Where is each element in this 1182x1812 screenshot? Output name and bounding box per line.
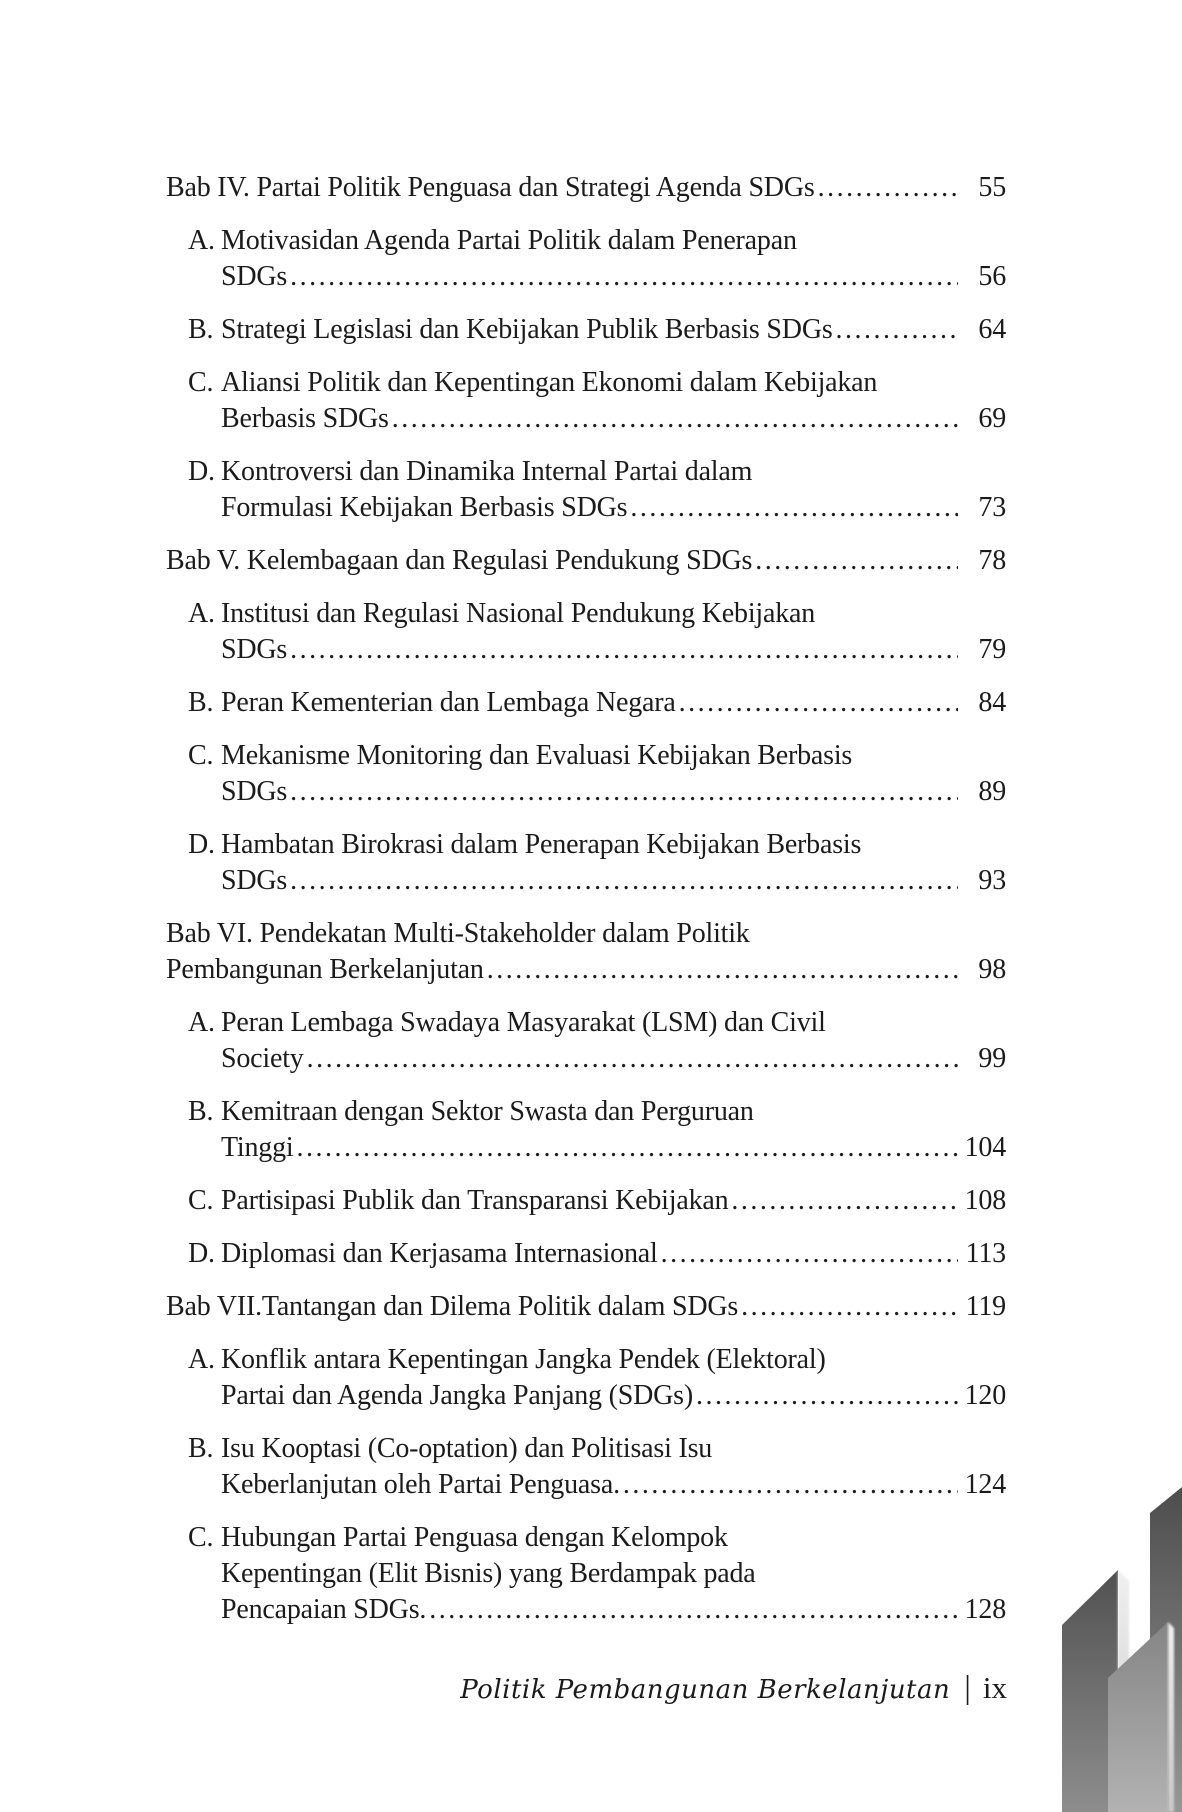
toc-page-number: 64 <box>978 314 1006 345</box>
toc-entry-line <box>166 543 1006 579</box>
toc-entry-line <box>221 685 1006 721</box>
toc-entry-line: Isu Kooptasi (Co-optation) dan Politisasi Isu <box>221 1433 713 1464</box>
toc-entry-line: Kontroversi dan Dinamika Internal Partai dalam <box>221 456 753 487</box>
toc-entry <box>166 312 1006 348</box>
dot-leader <box>741 1289 958 1325</box>
toc-entry-letter: A. <box>188 225 215 256</box>
toc-entry <box>166 685 1006 721</box>
toc-page-number: 128 <box>964 1594 1006 1625</box>
dot-leader <box>630 490 958 526</box>
dot-leader <box>290 863 958 899</box>
toc-entry-letter: C. <box>188 1522 214 1553</box>
dot-leader <box>290 632 958 668</box>
dot-leader <box>818 170 958 206</box>
toc-entry-line <box>221 1592 1006 1628</box>
toc-entry-text: Bab IV. Partai Politik Penguasa dan Strategi Agenda SDGs <box>166 172 815 203</box>
toc-entry-letter: D. <box>188 829 215 860</box>
toc-entry-text: Strategi Legislasi dan Kebijakan Publik Berbasis SDGs <box>221 314 833 345</box>
toc-entry-line <box>221 259 1006 295</box>
toc-entry-text: Pembangunan Berkelanjutan <box>166 954 484 985</box>
toc-entry <box>166 916 1006 988</box>
dot-leader <box>661 1236 958 1272</box>
toc-entry-line: Kemitraan dengan Sektor Swasta dan Perguruan <box>221 1096 754 1127</box>
toc-page-number: 104 <box>964 1132 1006 1163</box>
toc-entry <box>166 170 1006 206</box>
toc-entry <box>166 1236 1006 1272</box>
toc-entry-line <box>221 774 1006 810</box>
toc-entry <box>166 1183 1006 1219</box>
toc-entry-line <box>221 863 1006 899</box>
toc-entry-text: Bab V. Kelembagaan dan Regulasi Pendukung SDGs <box>166 545 753 576</box>
toc-entry-line <box>221 490 1006 526</box>
toc-entry-line <box>221 1183 1006 1219</box>
toc-entry-letter: A. <box>188 1344 215 1375</box>
toc-entry <box>166 1431 1006 1503</box>
toc-entry <box>166 1094 1006 1166</box>
toc-entry-letter: B. <box>188 687 214 718</box>
toc-entry-line <box>166 170 1006 206</box>
toc-page-number: 119 <box>965 1291 1006 1322</box>
toc-entry-letter: A. <box>188 1007 215 1038</box>
toc-entry-line: Konflik antara Kepentingan Jangka Pendek (Elektoral) <box>221 1344 826 1375</box>
dot-leader <box>307 1041 958 1077</box>
toc-page-number: 79 <box>978 634 1006 665</box>
toc-entry-text: Tinggi <box>221 1132 294 1163</box>
toc-page-number: 69 <box>978 403 1006 434</box>
page-footer <box>460 1670 1007 1707</box>
toc-entry-line: Institusi dan Regulasi Nasional Pendukung Kebijakan <box>221 598 816 629</box>
toc-entry-letter: D. <box>188 1238 215 1269</box>
dot-leader <box>679 685 958 721</box>
toc-entry <box>166 827 1006 899</box>
toc-entry <box>166 738 1006 810</box>
toc <box>166 170 1006 1645</box>
toc-entry-line: Aliansi Politik dan Kepentingan Ekonomi dalam Kebijakan <box>221 367 878 398</box>
toc-entry-text: Partai dan Agenda Jangka Panjang (SDGs) <box>221 1380 693 1411</box>
toc-entry-line: Hubungan Partai Penguasa dengan Kelompok <box>221 1522 728 1553</box>
toc-entry-line: Bab VI. Pendekatan Multi-Stakeholder dalam Politik <box>166 918 750 949</box>
toc-entry-text: Pencapaian SDGs. <box>221 1594 427 1625</box>
toc-entry-line: Kepentingan (Elit Bisnis) yang Berdampak pada <box>221 1558 756 1589</box>
toc-entry-text: SDGs <box>221 865 288 896</box>
dot-leader <box>755 543 958 579</box>
toc-entry-text: Keberlanjutan oleh Partai Penguasa. <box>221 1469 620 1500</box>
dot-leader <box>836 312 958 348</box>
toc-entry-letter: A. <box>188 598 215 629</box>
dot-leader <box>290 774 958 810</box>
toc-entry <box>166 1005 1006 1077</box>
toc-page-number: 73 <box>978 492 1006 523</box>
dot-leader <box>623 1467 958 1503</box>
toc-entry-letter: D. <box>188 456 215 487</box>
toc-page-number: 89 <box>978 776 1006 807</box>
toc-entry-line <box>166 1289 1006 1325</box>
toc-entry-letter: B. <box>188 1433 214 1464</box>
dot-leader <box>296 1130 958 1166</box>
toc-entry-letter: C. <box>188 367 214 398</box>
toc-entry-text: Society <box>221 1043 304 1074</box>
toc-page-number: 99 <box>978 1043 1006 1074</box>
toc-entry-letter: C. <box>188 1185 214 1216</box>
toc-entry <box>166 365 1006 437</box>
building-bar-front-edge <box>1168 1622 1174 1812</box>
toc-entry-line <box>221 1130 1006 1166</box>
skyscraper-decoration-graphic <box>1040 1430 1182 1812</box>
toc-entry-line: Motivasidan Agenda Partai Politik dalam Penerapan <box>221 225 797 256</box>
toc-entry-line <box>221 1467 1006 1503</box>
toc-entry-line <box>221 1378 1006 1414</box>
toc-entry-text: Partisipasi Publik dan Transparansi Kebijakan <box>221 1185 729 1216</box>
toc-entry <box>166 596 1006 668</box>
toc-entry-line <box>221 1236 1006 1272</box>
footer-book-title: Politik Pembangunan Berkelanjutan <box>460 1675 951 1705</box>
toc-entry-line: Peran Lembaga Swadaya Masyarakat (LSM) dan Civil <box>221 1007 826 1038</box>
toc-page-number: 55 <box>978 172 1006 203</box>
toc-entry-letter: B. <box>188 1096 214 1127</box>
toc-page-number: 56 <box>978 261 1006 292</box>
footer-separator: | <box>964 1670 971 1706</box>
toc-entry <box>166 543 1006 579</box>
toc-entry-line <box>221 312 1006 348</box>
toc-page-number: 108 <box>964 1185 1006 1216</box>
toc-page-number: 120 <box>964 1380 1006 1411</box>
toc-entry-line <box>221 401 1006 437</box>
toc-entry <box>166 1342 1006 1414</box>
toc-entry-text: SDGs <box>221 261 288 292</box>
dot-leader <box>731 1183 958 1219</box>
toc-entry-text: SDGs <box>221 776 288 807</box>
toc-entry-text: Formulasi Kebijakan Berbasis SDGs <box>221 492 628 523</box>
toc-page-number: 78 <box>978 545 1006 576</box>
dot-leader <box>487 952 958 988</box>
toc-entry-line <box>221 632 1006 668</box>
footer-page-number: ix <box>982 1670 1007 1705</box>
toc-page-number: 84 <box>978 687 1006 718</box>
toc-entry-line: Hambatan Birokrasi dalam Penerapan Kebijakan Berbasis <box>221 829 862 860</box>
toc-entry-text: Diplomasi dan Kerjasama Internasional <box>221 1238 658 1269</box>
toc-entry <box>166 454 1006 526</box>
toc-entry-text: Peran Kementerian dan Lembaga Negara <box>221 687 676 718</box>
toc-entry-letter: C. <box>188 740 214 771</box>
dot-leader <box>696 1378 958 1414</box>
toc-entry-text: Berbasis SDGs <box>221 403 389 434</box>
toc-page-number: 93 <box>978 865 1006 896</box>
toc-entry-letter: B. <box>188 314 214 345</box>
toc-entry <box>166 1289 1006 1325</box>
dot-leader <box>290 259 958 295</box>
toc-entry <box>166 1520 1006 1628</box>
dot-leader <box>392 401 958 437</box>
toc-entry-text: Bab VII.Tantangan dan Dilema Politik dalam SDGs <box>166 1291 739 1322</box>
toc-entry-text: SDGs <box>221 634 288 665</box>
toc-page-number: 124 <box>964 1469 1006 1500</box>
toc-entry-line <box>221 1041 1006 1077</box>
toc-page-number: 113 <box>965 1238 1006 1269</box>
toc-page-number: 98 <box>978 954 1006 985</box>
toc-entry-line: Mekanisme Monitoring dan Evaluasi Kebijakan Berbasis <box>221 740 853 771</box>
dot-leader <box>429 1592 958 1628</box>
toc-entry <box>166 223 1006 295</box>
toc-entry-line <box>166 952 1006 988</box>
